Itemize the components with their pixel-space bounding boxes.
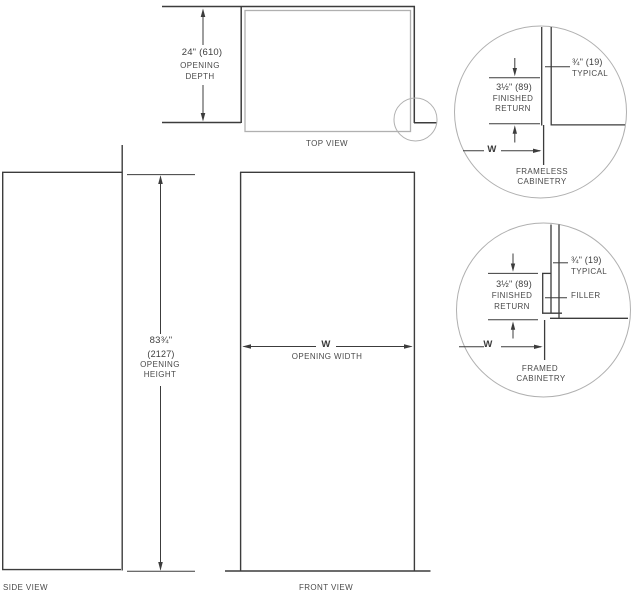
frameless-width-symbol: W	[487, 144, 497, 155]
height-dim-label-line2: HEIGHT	[143, 370, 177, 379]
front-view-caption: FRONT VIEW	[298, 583, 354, 592]
framed-return-dim-value: 3½" (89)	[496, 279, 532, 289]
framed-caption-line1: FRAMED	[521, 364, 559, 373]
framed-return-dim-label-line1: FINISHED	[491, 291, 533, 300]
top-view-cabinet-outline	[245, 11, 411, 132]
frameless-return-dim-value: 3½" (89)	[496, 82, 532, 92]
framed-panel-dim-value: ¾" (19)	[571, 255, 602, 265]
frameless-caption-line1: FRAMELESS	[515, 167, 569, 176]
width-dim-symbol: W	[321, 339, 331, 350]
front-view-outline	[225, 172, 431, 571]
framed-caption-line2: CABINETRY	[516, 374, 566, 383]
framed-width-symbol: W	[483, 339, 493, 350]
framed-filler-label: FILLER	[571, 291, 601, 300]
framed-panel-dim-label: TYPICAL	[571, 267, 608, 276]
height-dim-value: 83¾"	[149, 335, 173, 346]
height-dim-label-line1: OPENING	[140, 360, 180, 369]
detail-callout-circle	[394, 98, 437, 141]
frameless-caption-line2: CABINETRY	[517, 177, 567, 186]
frameless-return-dim-label-line2: RETURN	[495, 104, 531, 113]
side-view-caption: SIDE VIEW	[3, 583, 48, 592]
frameless-panel-dim-label: TYPICAL	[572, 69, 609, 78]
frameless-return-dim-label-line1: FINISHED	[492, 94, 534, 103]
framed-return-dim-label-line2: RETURN	[494, 302, 530, 311]
depth-dim-value: 24" (610)	[181, 47, 223, 58]
side-view-outline	[2, 145, 122, 571]
depth-dim-label-line2: DEPTH	[185, 72, 215, 81]
width-dim-label: OPENING WIDTH	[291, 352, 363, 361]
depth-dim-label-line1: OPENING	[180, 61, 220, 70]
top-view-caption: TOP VIEW	[305, 139, 349, 148]
frameless-panel-dim-value: ¾" (19)	[572, 57, 603, 67]
height-dim-metric: (2127)	[147, 349, 175, 359]
